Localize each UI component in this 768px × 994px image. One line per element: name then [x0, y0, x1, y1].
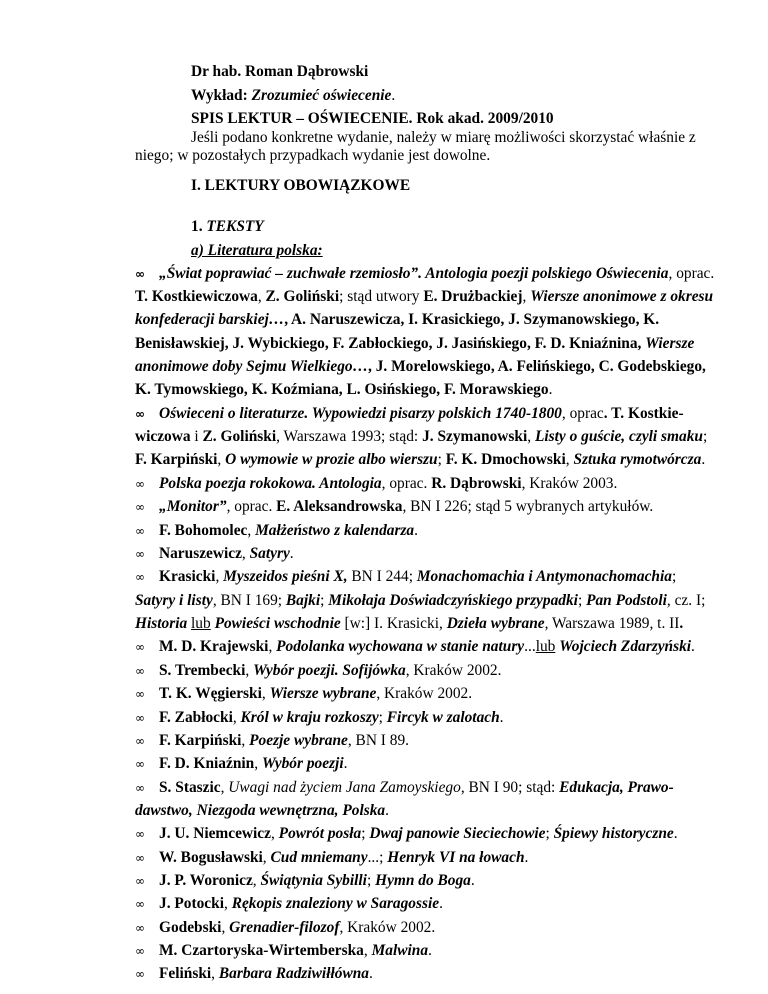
list-item: ∞ S. Trembecki, Wybór poezji. Sofijówka, Kraków 2002. — [135, 662, 502, 679]
infinity-bullet-icon: ∞ — [135, 524, 145, 538]
document-page: Dr hab. Roman Dąbrowski Wykład: Zrozumieć oświecenie. SPIS LEKTUR – OŚWIECENIE. Rok akad. 2009/2010 Jeśli podano konkretne wydanie, należy w miarę możliwości skorzystać właśnie z niego; w pozostałych przypadkach wydanie jest dowolne. I. LEKTURY OBOWIĄZKOWE 1. TEKSTY a) Literatura polska: ∞ „Świat poprawiać – zuchwałe rzemiosło”. Antologia poezji polskiego Oświecenia, oprac. T. Kostkiewiczowa, Z. Goliński; stąd utwory E. Drużbackiej, Wiersze anonimowe z okresu konfederacji barskiej…, A. Naruszewicza, I. Krasickiego, J. Szymanowskiego, K. Benisławskiej, J. Wybickiego, F. Zabłockiego, J. Jasińskiego, F. D. Kniaźnina, Wiersze anonimowe doby Sejmu Wielkiego…, J. Morelowskiego, A. Felińskiego, C. Godebskiego, K. Tymowskiego, K. Koźmiana, L. Osińskiego, F. Morawskiego. ∞ Oświeceni o literaturze. Wypowiedzi pisarzy polskich 1740-1800, oprac. T. Kostkie- wiczowa i Z. Goliński, Warszawa 1993; stąd: J. Szymanowski, Listy o guście, czyli smaku; F. Karpiński, O wymowie w prozie albo wierszu; F. K. Dmochowski, Sztuka rymotwórcza. ∞ Polska poezja rokokowa. Antologia, oprac. R. Dąbrowski, Kraków 2003. ∞ „Monitor”, oprac. E. Aleksandrowska, BN I 226; stąd 5 wybranych artykułów. ∞ F. Bohomolec, Małżeństwo z kalendarza. ∞ Naruszewicz, Satyry. ∞ Krasicki, Myszeidos pieśni X, BN I 244; Monachomachia i Antymonachomachia; Satyry i listy, BN I 169; Bajki; Mikołaja Doświadczyńskiego przypadki; Pan Podstoli, cz. I; Historia lub Powieści wschodnie [w:] I. Krasicki, Dzieła wybrane, Warszawa 1989, t. II. ∞ M. D. Krajewski, Podolanka wychowana w stanie natury...lub Wojciech Zdarzyński. ∞ S. Trembecki, Wybór poezji. Sofijówka, Kraków 2002. ∞ T. K. Węgierski, Wiersze wybrane, Kraków 2002. ∞ F. Zabłocki, Król w kraju rozkoszy; Fircyk w zalotach. ∞ F. Karpiński, Poezje wybrane, BN I 89. ∞ F. D. Kniaźnin, Wybór poezji. ∞ S. Staszic, Uwagi nad życiem Jana Zamoyskiego, BN I 90; stąd: Edukacja, Prawo- dawstwo, Niezgoda wewnętrzna, Polska. ∞ J. U. Niemcewicz, Powrót posła; Dwaj panowie Sieciechowie; Śpiewy historyczne. ∞ W. Bogusławski, Cud mniemany...; Henryk VI na łowach. ∞ J. P. Woronicz, Świątynia Sybilli; Hymn do Boga. ∞ J. Potocki, Rękopis znaleziony w Saragossie. ∞ Godebski, Grenadier-filozof, Kraków 2002. ∞ M. Czartoryska-Wirtemberska, Malwina. ∞ Feliński, Barbara Radziwiłłówna. — [0, 0, 768, 994]
list-item: ∞ T. K. Węgierski, Wiersze wybrane, Kraków 2002. — [135, 685, 473, 702]
list-item: ∞ F. D. Kniaźnin, Wybór poezji. — [135, 755, 348, 772]
infinity-bullet-icon: ∞ — [135, 407, 145, 421]
infinity-bullet-icon: ∞ — [135, 874, 145, 888]
infinity-bullet-icon: ∞ — [135, 757, 145, 771]
infinity-bullet-icon: ∞ — [135, 781, 145, 795]
list-item: ∞ F. Karpiński, Poezje wybrane, BN I 89. — [135, 732, 409, 749]
list-item: ∞ W. Bogusławski, Cud mniemany...; Henryk VI na łowach. — [135, 849, 529, 866]
list-item: ∞ Feliński, Barbara Radziwiłłówna. — [135, 965, 373, 982]
list-item: ∞ S. Staszic, Uwagi nad życiem Jana Zamoyskiego, BN I 90; stąd: Edukacja, Prawo- — [135, 779, 674, 796]
infinity-bullet-icon: ∞ — [135, 267, 145, 281]
list-item: ∞ „Monitor”, oprac. E. Aleksandrowska, BN I 226; stąd 5 wybranych artykułów. — [135, 498, 654, 515]
list-item: ∞ Oświeceni o literaturze. Wypowiedzi pisarzy polskich 1740-1800, oprac. T. Kostkie- — [135, 405, 684, 422]
lecture-line: Wykład: Zrozumieć oświecenie. — [191, 87, 396, 104]
list-item: ∞ „Świat poprawiać – zuchwałe rzemiosło”. Antologia poezji polskiego Oświecenia, oprac. — [135, 265, 715, 282]
infinity-bullet-icon: ∞ — [135, 640, 145, 654]
list-item: ∞ J. P. Woronicz, Świątynia Sybilli; Hymn do Boga. — [135, 872, 475, 889]
subsection-heading: 1. TEKSTY — [191, 218, 264, 235]
section-heading: I. LEKTURY OBOWIĄZKOWE — [191, 177, 411, 194]
infinity-bullet-icon: ∞ — [135, 827, 145, 841]
category-heading: a) Literatura polska: — [191, 242, 323, 259]
note-line-1: Jeśli podano konkretne wydanie, należy w miarę możliwości skorzystać właśnie z — [191, 129, 696, 146]
infinity-bullet-icon: ∞ — [135, 570, 145, 584]
infinity-bullet-icon: ∞ — [135, 921, 145, 935]
infinity-bullet-icon: ∞ — [135, 851, 145, 865]
list-item: ∞ Godebski, Grenadier-filozof, Kraków 2002. — [135, 919, 436, 936]
infinity-bullet-icon: ∞ — [135, 711, 145, 725]
infinity-bullet-icon: ∞ — [135, 477, 145, 491]
list-item: ∞ F. Zabłocki, Król w kraju rozkoszy; Fircyk w zalotach. — [135, 709, 504, 726]
list-item: ∞ J. Potocki, Rękopis znaleziony w Saragossie. — [135, 895, 443, 912]
infinity-bullet-icon: ∞ — [135, 967, 145, 981]
list-item: ∞ J. U. Niemcewicz, Powrót posła; Dwaj panowie Sieciechowie; Śpiewy historyczne. — [135, 825, 678, 842]
note-line-2: niego; w pozostałych przypadkach wydanie jest dowolne. — [135, 147, 491, 164]
infinity-bullet-icon: ∞ — [135, 547, 145, 561]
list-item: ∞ M. D. Krajewski, Podolanka wychowana w stanie natury...lub Wojciech Zdarzyński. — [135, 638, 695, 655]
infinity-bullet-icon: ∞ — [135, 944, 145, 958]
list-title: SPIS LEKTUR – OŚWIECENIE. Rok akad. 2009/2010 — [191, 110, 554, 127]
infinity-bullet-icon: ∞ — [135, 687, 145, 701]
list-item: ∞ Naruszewicz, Satyry. — [135, 545, 294, 562]
author: Dr hab. Roman Dąbrowski — [191, 63, 369, 80]
list-item: ∞ Polska poezja rokokowa. Antologia, oprac. R. Dąbrowski, Kraków 2003. — [135, 475, 618, 492]
list-item: ∞ M. Czartoryska-Wirtemberska, Malwina. — [135, 942, 432, 959]
list-item: ∞ Krasicki, Myszeidos pieśni X, BN I 244; Monachomachia i Antymonachomachia; — [135, 568, 677, 585]
infinity-bullet-icon: ∞ — [135, 897, 145, 911]
list-item: ∞ F. Bohomolec, Małżeństwo z kalendarza. — [135, 522, 418, 539]
infinity-bullet-icon: ∞ — [135, 734, 145, 748]
infinity-bullet-icon: ∞ — [135, 500, 145, 514]
infinity-bullet-icon: ∞ — [135, 664, 145, 678]
